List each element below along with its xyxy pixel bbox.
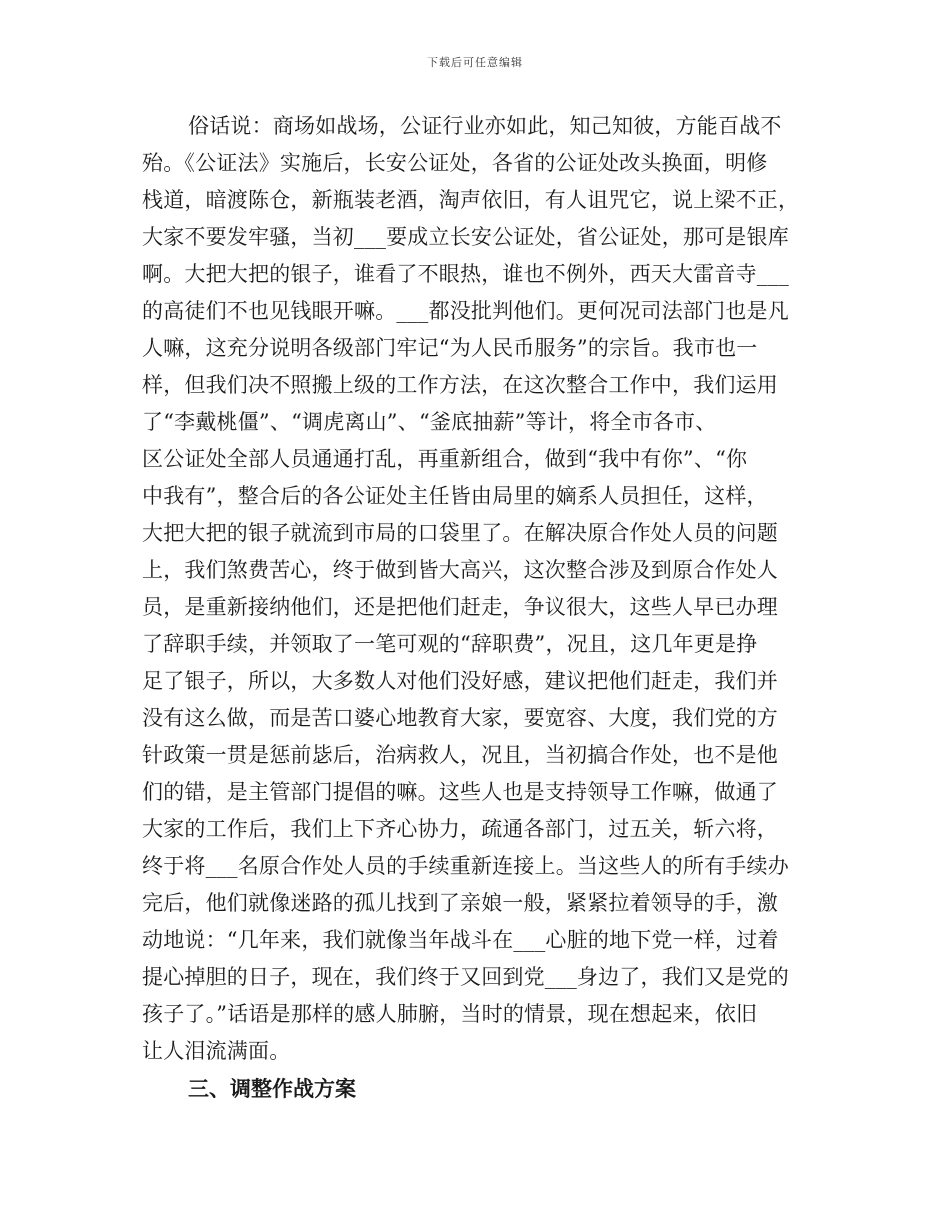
document-body xyxy=(142,108,822,1107)
paragraph-line: 让人泪流满面。 xyxy=(142,1039,291,1063)
paragraph-line: 上，我们煞费苦心，终于做到皆大高兴，这次整合涉及到原合作处人 xyxy=(142,558,778,582)
paragraph-line: 了“李戴桃僵”、“调虎离山”、“釜底抽薪”等计，将全市各市、 xyxy=(142,410,717,434)
paragraph-line: 人嘛，这充分说明各级部门牢记“为人民币服务”的宗旨。我市也一 xyxy=(142,336,758,360)
paragraph-line: 提心掉胆的日子，现在，我们终于又回到党___身边了，我们又是党的 xyxy=(142,965,789,989)
paragraph-line: 栈道，暗渡陈仓，新瓶装老酒，淘声依旧，有人诅咒它，说上梁不正， xyxy=(142,188,800,212)
paragraph-line: 俗话说：商场如战场，公证行业亦如此，知己知彼，方能百战不 xyxy=(188,114,782,138)
paragraph-line: 员，是重新接纳他们，还是把他们赶走，争议很大，这些人早已办理 xyxy=(142,595,778,619)
paragraph-line: 大家不要发牢骚，当初___要成立长安公证处，省公证处，那可是银库 xyxy=(142,225,789,249)
paragraph-line: 了辞职手续，并领取了一笔可观的“辞职费”，况且，这几年更是挣 xyxy=(142,632,758,656)
paragraph-line: 完后，他们就像迷路的孤儿找到了亲娘一般，紧紧拉着领导的手，激 xyxy=(142,891,778,915)
section-heading: 三、调整作战方案 xyxy=(188,1076,356,1101)
paragraph-line: 足了银子，所以，大多数人对他们没好感，建议把他们赶走，我们并 xyxy=(142,669,778,693)
paragraph-line: 啊。大把大把的银子，谁看了不眼热，谁也不例外，西天大雷音寺___ xyxy=(142,262,789,286)
paragraph-line: 动地说：“几年来，我们就像当年战斗在___心脏的地下党一样，过着 xyxy=(142,928,779,952)
paragraph-line: 终于将___名原合作处人员的手续重新连接上。当这些人的所有手续办 xyxy=(142,854,789,878)
paragraph-line: 区公证处全部人员通通打乱，再重新组合，做到“我中有你”、“你 xyxy=(142,447,748,471)
paragraph-line: 殆。《公证法》实施后，长安公证处，各省的公证处改头换面，明修 xyxy=(142,151,768,175)
paragraph-line: 大家的工作后，我们上下齐心协力，疏通各部门，过五关，斩六将， xyxy=(142,817,778,841)
page-header: 下载后可任意编辑 xyxy=(427,56,523,69)
paragraph-line: 中我有”，整合后的各公证处主任皆由局里的嫡系人员担任，这样， xyxy=(142,484,768,508)
paragraph-line: 们的错，是主管部门提倡的嘛。这些人也是支持领导工作嘛，做通了 xyxy=(142,780,778,804)
paragraph-line: 孩子了。”话语是那样的感人肺腑，当时的情景，现在想起来，依旧 xyxy=(142,1002,758,1026)
paragraph-line: 样，但我们决不照搬上级的工作方法，在这次整合工作中，我们运用 xyxy=(142,373,778,397)
paragraph-line: 的高徒们不也见钱眼开嘛。___都没批判他们。更何况司法部门也是凡 xyxy=(142,299,789,323)
paragraph-line: 针政策一贯是惩前毖后，治病救人，况且，当初搞合作处，也不是他 xyxy=(142,743,778,767)
paragraph-line: 没有这么做，而是苦口婆心地教育大家，要宽容、大度，我们党的方 xyxy=(142,706,778,730)
paragraph-line: 大把大把的银子就流到市局的口袋里了。在解决原合作处人员的问题 xyxy=(142,521,778,545)
body-paragraph xyxy=(142,108,822,1070)
